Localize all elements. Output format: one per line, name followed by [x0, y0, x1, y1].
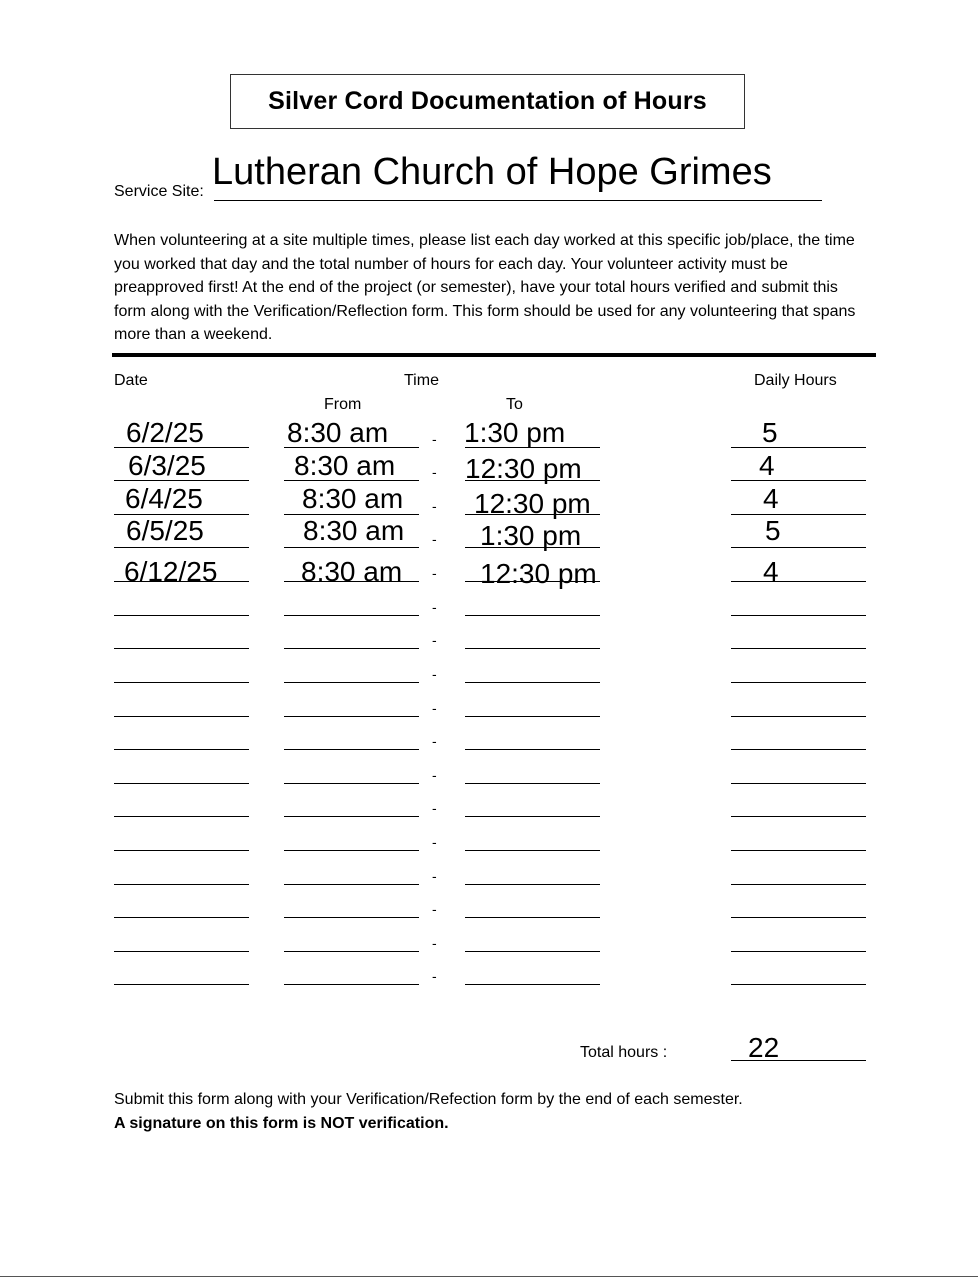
from-value[interactable]: 8:30 am [287, 417, 389, 448]
hours-value[interactable]: 5 [765, 515, 781, 546]
footer-warning: A signature on this form is NOT verification. [114, 1115, 449, 1132]
service-site-value[interactable]: Lutheran Church of Hope Grimes [212, 151, 772, 193]
time-separator: - [432, 935, 437, 951]
hours-field-line [731, 547, 866, 548]
hours-value[interactable]: 5 [762, 417, 778, 448]
to-field-line [465, 850, 600, 851]
total-hours-value[interactable]: 22 [748, 1032, 780, 1063]
to-value[interactable]: 1:30 pm [480, 520, 582, 551]
hours-field-line [731, 615, 866, 616]
date-field-line [114, 615, 249, 616]
hours-field-line [731, 581, 866, 582]
total-hours-label: Total hours : [580, 1044, 668, 1061]
from-field-line [284, 648, 419, 649]
date-value[interactable]: 6/2/25 [126, 417, 204, 448]
date-field-line [114, 716, 249, 717]
hours-field-line [731, 716, 866, 717]
instructions-text: When volunteering at a site multiple times, please list each day worked at this specific job/place, the time you worked that day and the total number of hours for each day. Your volunteer activity must be preapproved first! At the end of the project (or semester), have your total hours verified and submit this form along with the Verification/Reflection form. This form should be used for any volunteering that spans more than a weekend. [114, 232, 856, 344]
date-field-line [114, 884, 249, 885]
hours-field-line [731, 951, 866, 952]
section-divider [112, 353, 876, 357]
hours-field-line [731, 884, 866, 885]
header-to: To [506, 396, 523, 413]
date-field-line [114, 749, 249, 750]
hours-field-line [731, 917, 866, 918]
date-field-line [114, 951, 249, 952]
date-value[interactable]: 6/5/25 [126, 515, 204, 546]
date-field-line [114, 682, 249, 683]
footer-note: Submit this form along with your Verification/Refection form by the end of each semester. [114, 1091, 743, 1108]
time-separator: - [432, 767, 437, 783]
to-field-line [465, 984, 600, 985]
to-value[interactable]: 12:30 pm [465, 453, 582, 484]
date-field-line [114, 648, 249, 649]
time-separator: - [432, 632, 437, 648]
date-value[interactable]: 6/3/25 [128, 450, 206, 481]
hours-field-line [731, 984, 866, 985]
date-field-line [114, 917, 249, 918]
from-field-line [284, 951, 419, 952]
header-daily-hours: Daily Hours [754, 372, 837, 389]
to-field-line [465, 648, 600, 649]
time-separator: - [432, 464, 437, 480]
to-field-line [465, 783, 600, 784]
from-field-line [284, 615, 419, 616]
from-value[interactable]: 8:30 am [301, 556, 403, 587]
time-separator: - [432, 868, 437, 884]
to-field-line [465, 716, 600, 717]
to-field-line [465, 884, 600, 885]
to-field-line [465, 615, 600, 616]
time-separator: - [432, 800, 437, 816]
from-value[interactable]: 8:30 am [294, 450, 396, 481]
from-value[interactable]: 8:30 am [303, 515, 405, 546]
date-value[interactable]: 6/12/25 [124, 556, 218, 587]
hours-field-line [731, 850, 866, 851]
hours-value[interactable]: 4 [759, 450, 775, 481]
hours-field-line [731, 480, 866, 481]
header-from: From [324, 396, 362, 413]
time-separator: - [432, 599, 437, 615]
date-value[interactable]: 6/4/25 [125, 483, 203, 514]
time-separator: - [432, 834, 437, 850]
date-field-line [114, 984, 249, 985]
time-separator: - [432, 431, 437, 447]
from-value[interactable]: 8:30 am [302, 483, 404, 514]
from-field-line [284, 984, 419, 985]
time-separator: - [432, 968, 437, 984]
to-field-line [465, 816, 600, 817]
to-field-line [465, 951, 600, 952]
hours-field-line [731, 682, 866, 683]
time-separator: - [432, 733, 437, 749]
date-field-line [114, 816, 249, 817]
hours-field-line [731, 514, 866, 515]
time-separator: - [432, 531, 437, 547]
to-field-line [465, 682, 600, 683]
date-field-line [114, 850, 249, 851]
hours-field-line [731, 648, 866, 649]
form-title: Silver Cord Documentation of Hours [230, 74, 745, 129]
from-field-line [284, 716, 419, 717]
from-field-line [284, 884, 419, 885]
hours-field-line [731, 783, 866, 784]
header-date: Date [114, 372, 148, 389]
hours-value[interactable]: 4 [763, 483, 779, 514]
hours-value[interactable]: 4 [763, 556, 779, 587]
date-field-line [114, 783, 249, 784]
time-separator: - [432, 498, 437, 514]
hours-field-line [731, 447, 866, 448]
from-field-line [284, 850, 419, 851]
hours-field-line [731, 749, 866, 750]
from-field-line [284, 816, 419, 817]
time-separator: - [432, 700, 437, 716]
to-field-line [465, 917, 600, 918]
time-separator: - [432, 666, 437, 682]
to-value[interactable]: 12:30 pm [480, 558, 597, 589]
service-site-line [214, 200, 822, 201]
from-field-line [284, 682, 419, 683]
hours-field-line [731, 816, 866, 817]
to-value[interactable]: 1:30 pm [464, 417, 566, 448]
service-site-label: Service Site: [114, 183, 204, 200]
from-field-line [284, 749, 419, 750]
date-field-line [114, 547, 249, 548]
time-separator: - [432, 565, 437, 581]
to-value[interactable]: 12:30 pm [474, 488, 591, 519]
header-time: Time [404, 372, 439, 389]
from-field-line [284, 917, 419, 918]
page-bottom-rule [0, 1276, 978, 1277]
to-field-line [465, 749, 600, 750]
time-separator: - [432, 901, 437, 917]
from-field-line [284, 783, 419, 784]
from-field-line [284, 547, 419, 548]
